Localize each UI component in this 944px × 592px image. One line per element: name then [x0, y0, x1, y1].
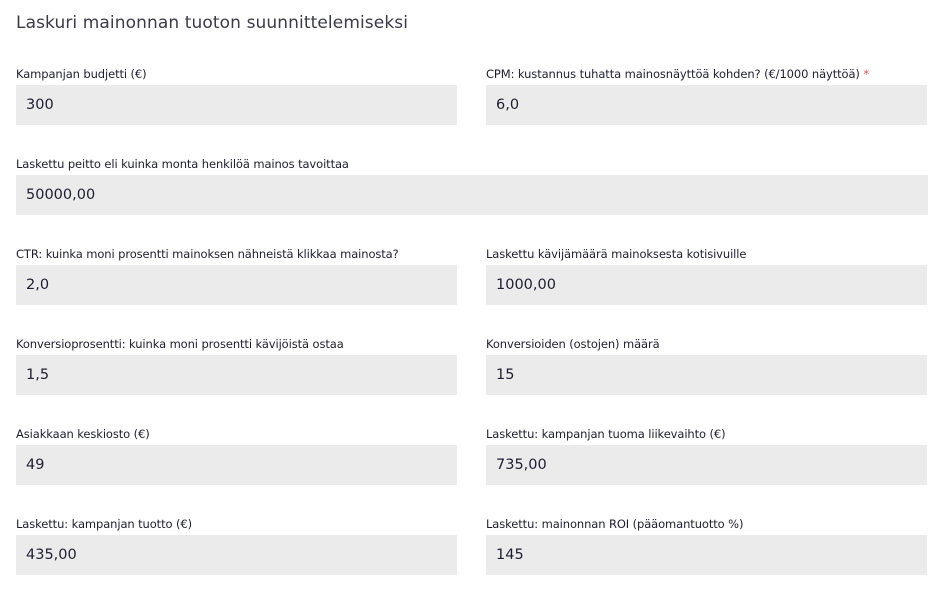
conversions-label: Konversioiden (ostojen) määrä	[486, 337, 660, 351]
avg-purchase-label: Asiakkaan keskiosto (€)	[16, 427, 150, 441]
budget-input[interactable]	[16, 85, 457, 125]
cpm-label	[486, 67, 869, 81]
budget-label: Kampanjan budjetti (€)	[16, 67, 147, 81]
ctr-label: CTR: kuinka moni prosentti mainoksen nähneistä klikkaa mainosta?	[16, 247, 399, 261]
reach-input[interactable]	[16, 175, 928, 215]
roi-input[interactable]	[486, 535, 927, 575]
visitors-input[interactable]	[486, 265, 927, 305]
cpm-input[interactable]	[486, 85, 927, 125]
conversions-input[interactable]	[486, 355, 927, 395]
conversion-rate-input[interactable]	[16, 355, 457, 395]
page-title: Laskuri mainonnan tuoton suunnittelemiseksi	[16, 13, 409, 33]
visitors-label: Laskettu kävijämäärä mainoksesta kotisivuille	[486, 247, 747, 261]
profit-input[interactable]	[16, 535, 457, 575]
reach-label: Laskettu peitto eli kuinka monta henkilöä mainos tavoittaa	[16, 157, 349, 171]
roi-label: Laskettu: mainonnan ROI (pääomantuotto %)	[486, 517, 744, 531]
cpm-label-text: CPM: kustannus tuhatta mainosnäyttöä kohden? (€/1000 näyttöä)	[486, 67, 860, 81]
profit-label: Laskettu: kampanjan tuotto (€)	[16, 517, 192, 531]
revenue-label: Laskettu: kampanjan tuoma liikevaihto (€)	[486, 427, 726, 441]
avg-purchase-input[interactable]	[16, 445, 457, 485]
conversion-rate-label: Konversioprosentti: kuinka moni prosentti kävijöistä ostaa	[16, 337, 344, 351]
ctr-input[interactable]	[16, 265, 457, 305]
revenue-input[interactable]	[486, 445, 927, 485]
required-marker: *	[863, 67, 870, 81]
